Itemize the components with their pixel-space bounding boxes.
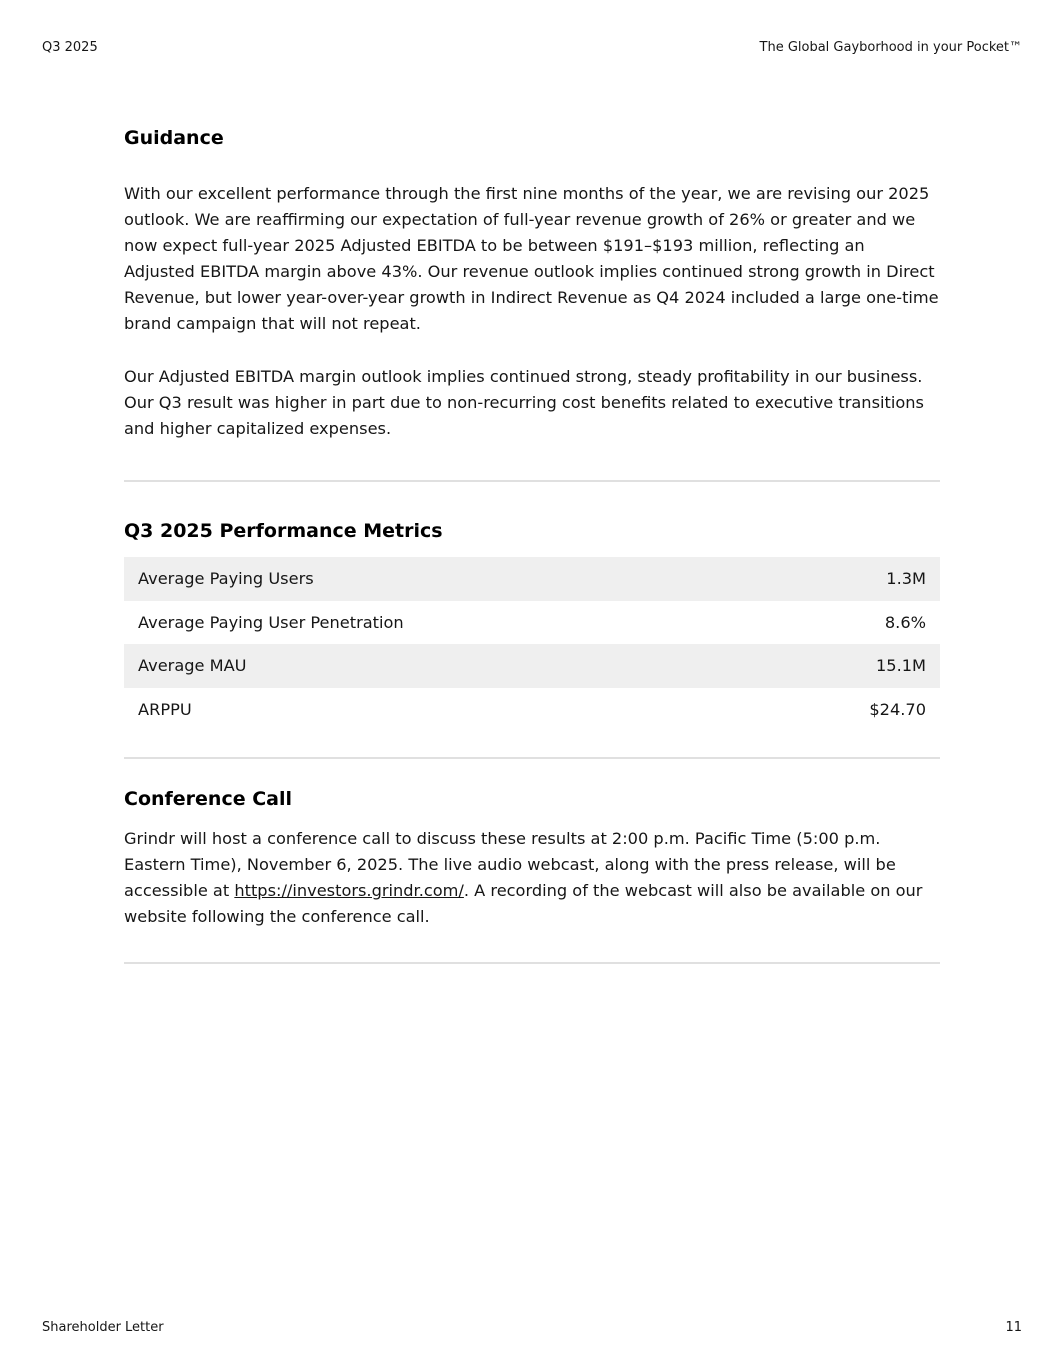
section-divider	[124, 962, 940, 964]
metrics-row	[124, 644, 940, 688]
metrics-row	[124, 557, 940, 601]
metrics-row	[124, 601, 940, 645]
metric-value: $24.70	[869, 699, 926, 719]
section-divider	[124, 757, 940, 759]
guidance-paragraph-1: With our excellent performance through the first nine months of the year, we are revising our 2025 outlook. We are reaffirming our expectation of full-year revenue growth of 26% or greater and we now expect full-year 2025 Adjusted EBITDA to be between $191–$193 million, reflecting an Adjusted EBITDA margin above 43%. Our revenue outlook implies continued strong growth in Direct Revenue, but lower year-over-year growth in Indirect Revenue as Q4 2024 included a large one-time brand campaign that will not repeat.	[124, 184, 939, 333]
metric-value: 1.3M	[886, 569, 926, 589]
conference-text-before: Grindr will host a conference call to discuss these results at 2:00 p.m. Pacific Time (5:00 p.m. Eastern Time), November 6, 2025. The live audio webcast, along with the press release, will be accessible at	[124, 829, 896, 900]
metrics-row	[124, 688, 940, 732]
investors-link[interactable]: https://investors.grindr.com/	[234, 881, 464, 900]
page-number: 11	[1005, 1320, 1022, 1335]
metric-label: Average Paying Users	[138, 569, 314, 589]
footer-title: Shareholder Letter	[42, 1320, 164, 1335]
section-divider	[124, 480, 940, 482]
guidance-paragraph-2: Our Adjusted EBITDA margin outlook implies continued strong, steady profitability in our business. Our Q3 result was higher in part due to non-recurring cost benefits related to executive transitions and higher capitalized expenses.	[124, 367, 924, 438]
metrics-table	[124, 557, 940, 731]
conference-text-after: . A recording of the webcast will also be available on our website following the conference call.	[124, 881, 923, 926]
conference-paragraph	[124, 826, 940, 930]
metric-label: Average Paying User Penetration	[138, 612, 404, 632]
guidance-heading: Guidance	[124, 127, 224, 149]
metric-value: 15.1M	[875, 656, 926, 676]
metric-label: Average MAU	[138, 656, 247, 676]
conference-heading: Conference Call	[124, 788, 293, 810]
metric-label: ARPPU	[138, 699, 192, 719]
header-tagline: The Global Gayborhood in your Pocket™	[759, 40, 1022, 55]
metric-value: 8.6%	[884, 612, 926, 632]
metrics-heading: Q3 2025 Performance Metrics	[124, 520, 443, 542]
header-period: Q3 2025	[42, 40, 98, 55]
